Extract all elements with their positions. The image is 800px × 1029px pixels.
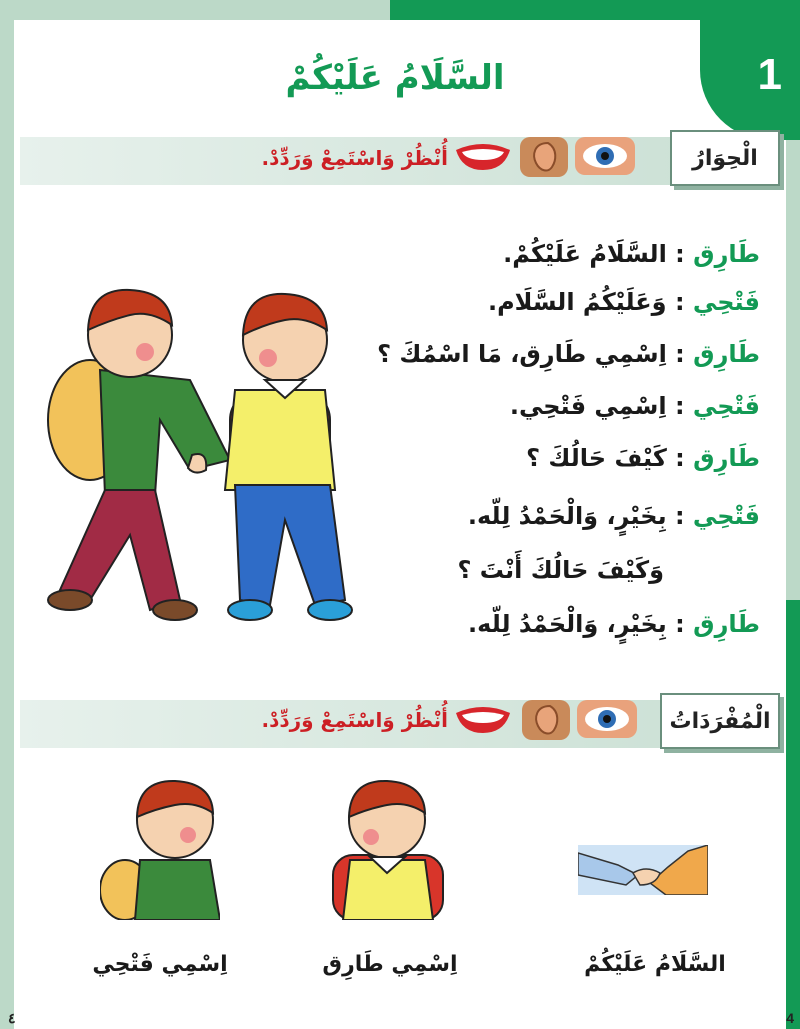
dialogue-line: فَتْحِي : بِخَيْرٍ، وَالْحَمْدُ لِلّه. [467,502,760,530]
vocabulary-section-label: الْمُفْرَدَاتُ [660,693,780,749]
line-text: وَعَلَيْكُمُ السَّلَام. [487,288,667,316]
eye-icon [575,698,639,740]
handshake-picture [578,845,708,895]
page-number-left: ٤ [8,1010,16,1026]
dialogue-line: طَارِق : بِخَيْرٍ، وَالْحَمْدُ لِلّه. [468,610,760,638]
line-text: بِخَيْرٍ، وَالْحَمْدُ لِلّه. [468,610,667,638]
speaker-name: طَارِق [693,340,760,368]
speaker-name: فَتْحِي [692,288,760,316]
dialogue-section-label: الْحِوَارُ [670,130,780,186]
speaker-name: طَارِق [693,240,760,268]
left-margin-stripe [0,20,14,1029]
vocab-caption: اِسْمِي طَارِق [322,952,458,977]
top-band-light [0,0,390,20]
top-band-green [390,0,800,20]
line-text: بِخَيْرٍ، وَالْحَمْدُ لِلّه. [467,502,667,530]
dialogue-line: طَارِق : اِسْمِي طَارِق، مَا اسْمُكَ ؟ [377,340,760,368]
mouth-icon [452,140,514,174]
lesson-title: السَّلَامُ عَلَيْكُمْ [285,58,505,98]
ear-icon [518,135,570,179]
line-text: السَّلَامُ عَلَيْكُمْ. [503,240,667,268]
mouth-icon [452,703,514,737]
speaker-name: فَتْحِي [692,502,760,530]
two-boys-illustration [30,280,390,640]
boy-yellow-sweater-picture [325,775,450,920]
boy-green-sweater-picture [100,775,220,920]
dialogue-instruction: أُنْظُرْ وَاسْتَمِعْ وَرَدِّدْ. [261,146,448,170]
speaker-name: طَارِق [693,610,760,638]
dialogue-line: طَارِق : كَيْفَ حَالُكَ ؟ [526,444,760,472]
lesson-number: 1 [757,50,782,99]
page-number-right: 4 [786,1010,794,1026]
dialogue-line: فَتْحِي : وَعَلَيْكُمُ السَّلَام. [487,288,760,316]
right-margin-stripe-green [786,600,800,1029]
dialogue-line: فَتْحِي : اِسْمِي فَتْحِي. [509,392,760,420]
vocabulary-instruction: أُنْظُرْ وَاسْتَمِعْ وَرَدِّدْ. [261,708,448,732]
line-text: وَكَيْفَ حَالُكَ أَنْتَ ؟ [457,556,664,584]
line-text: اِسْمِي طَارِق، مَا اسْمُكَ ؟ [377,340,667,368]
dialogue-line [457,556,664,584]
eye-icon [573,135,637,177]
vocab-caption: اِسْمِي فَتْحِي [92,952,228,977]
speaker-name: طَارِق [693,444,760,472]
speaker-name: فَتْحِي [692,392,760,420]
line-text: اِسْمِي فَتْحِي. [509,392,667,420]
line-text: كَيْفَ حَالُكَ ؟ [526,444,667,472]
dialogue-line: طَارِق : السَّلَامُ عَلَيْكُمْ. [503,240,760,268]
vocab-caption: السَّلَامُ عَلَيْكُمْ [584,952,726,977]
ear-icon [520,698,572,742]
